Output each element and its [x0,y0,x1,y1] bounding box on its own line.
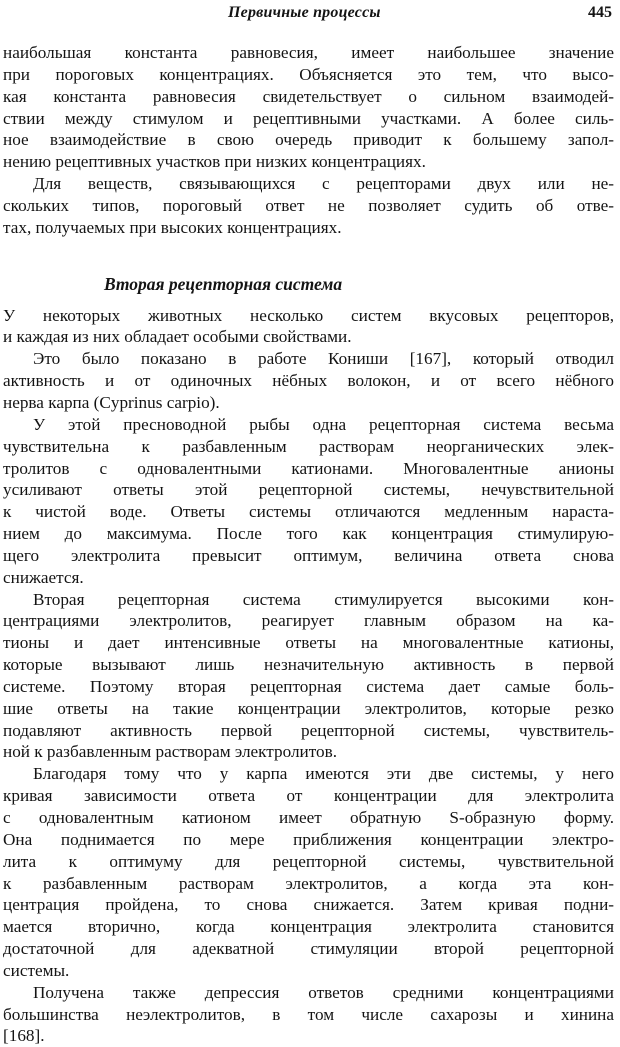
text-line: центрациями электролитов, реагирует главным образом на ка- [3,611,614,631]
text-line: при пороговых концентрациях. Объясняется это тем, что высо- [3,64,614,84]
text-line: Это было показано в работе Кониши [167], который отводил [33,349,614,369]
text-line: кривая зависимости ответа от концентрации для электролита [3,786,614,806]
paragraph-3 [3,305,614,349]
text-line: ствии между стимулом и рецептивными участками. А более силь- [3,108,614,128]
text-line: нерва карпа (Cyprinus carpio). [3,392,220,412]
text-line: кая константа равновесия свидетельствует о сильном взаимодей- [3,86,614,106]
body-text [3,42,614,1047]
text-line: ное взаимодействие в свою очередь приводит к большему запол- [3,130,614,150]
text-line: нению рецептивных участков при низких концентрациях. [3,152,426,172]
text-line: Вторая рецепторная система стимулируется высокими кон- [33,589,614,609]
text-line: У некоторых животных несколько систем вкусовых рецепторов, [3,305,614,325]
paragraph-5 [3,414,614,589]
text-line: мается вторично, когда концентрация электролита становится [3,917,614,937]
text-line: ной к разбавленным растворам электролитов. [3,742,338,762]
paragraph-1 [3,42,614,173]
paragraph-7 [3,763,614,981]
text-line: шие ответы на такие концентрации электролитов, которые резко [3,698,614,718]
text-line: с одновалентным катионом имеет обратную S-образную форму. [3,808,614,827]
text-line: подавляют активность первой рецепторной системы, чувствитель- [3,720,614,740]
text-line: чувствительна к разбавленным растворам неорганических элек- [3,436,614,456]
paragraph-8 [3,982,614,1047]
text-line: Благодаря тому что у карпа имеются эти две системы, у него [33,764,614,784]
text-line: активность и от одиночных нёбных волокон, и от всего нёбного [3,371,614,391]
text-line: тах, получаемых при высоких концентрациях. [3,217,342,237]
text-line: Она поднимается по мере приближения концентрации электро- [3,829,614,849]
text-line: большинства неэлектролитов, в том числе сахарозы и хинина [3,1004,614,1024]
text-line: системе. Поэтому вторая рецепторная система дает самые боль- [3,676,614,696]
running-head [0,4,620,28]
text-line: достаточной для адекватной стимуляции второй рецепторной [3,939,614,959]
text-line: центрация пройдена, то снова снижается. Затем кривая подни- [3,895,614,915]
paragraph-6 [3,589,614,764]
text-line: [168]. [3,1026,45,1046]
text-line: Для веществ, связывающихся с рецепторами двух или не- [33,174,614,194]
text-line: и каждая из них обладает особыми свойствами. [3,327,352,347]
text-line: скольких типов, пороговый ответ не позволяет судить об отве- [3,195,614,215]
section-gap [3,239,614,273]
text-line: тролитов с одновалентными катионами. Многовалентные анионы [3,458,614,478]
text-line: тионы и дает интенсивные ответы на многовалентные катионы, [3,633,614,653]
text-line: которые вызывают лишь незначительную активность в первой [3,655,614,675]
text-line: к чистой воде. Ответы системы отличаются медленным нараста- [3,502,614,522]
text-line: щего электролита превысит оптимум, величина ответа снова [3,545,614,565]
page-number: 445 [588,4,612,21]
text-line: к разбавленным растворам электролитов, а когда эта кон- [3,873,614,893]
paragraph-4 [3,348,614,414]
text-line: системы. [3,960,70,980]
paragraph-2 [3,173,614,239]
text-line: Получена также депрессия ответов средними концентрациями [33,982,614,1002]
text-line: наибольшая константа равновесия, имеет наибольшее значение [3,43,614,62]
running-title: Первичные процессы [228,4,381,21]
section-heading: Вторая рецепторная система [104,273,343,294]
text-line: лита к оптимуму для рецепторной системы, чувствительной [3,851,614,871]
text-line: снижается. [3,567,84,587]
text-line: У этой пресноводной рыбы одна рецепторная система весьма [33,414,614,434]
text-line: нием до максимума. После того как концентрация стимулирую- [3,524,614,544]
text-line: усиливают ответы этой рецепторной системы, нечувствительной [3,480,614,500]
